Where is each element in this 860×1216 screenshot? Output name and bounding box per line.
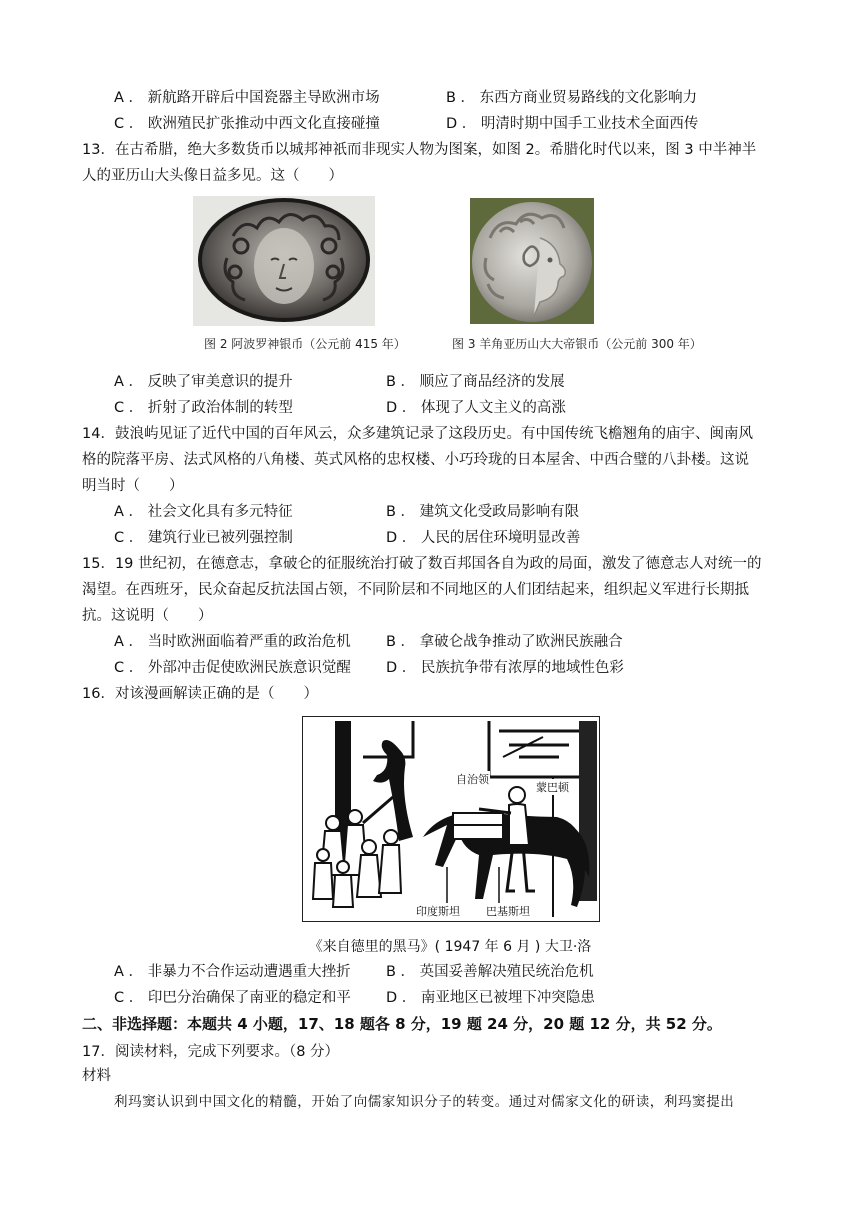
- q12-option-a: A ． 新航路开辟后中国瓷器主导欧洲市场: [114, 90, 380, 106]
- material-text-line1: 利玛窦认识到中国文化的精髓，开始了向儒家知识分子的转变。通过对儒家文化的研读，利玛窦提出: [114, 1094, 735, 1110]
- q15-stem-line1: 15．19 世纪初，在德意志，拿破仑的征服统治打破了数百邦国各自为政的局面，激发了德意志人对统一的: [82, 556, 762, 572]
- q14-option-b: B ． 建筑文化受政局影响有限: [386, 504, 580, 520]
- section2-heading: 二、非选择题：本题共 4 小题，17、18 题各 8 分，19 题 24 分，20 题 12 分，共 52 分。: [82, 1015, 722, 1033]
- cartoon-label-rider: 蒙巴顿: [536, 781, 569, 794]
- q14-option-d: D ． 人民的居住环境明显改善: [386, 530, 581, 546]
- q15-option-a: A ． 当时欧洲面临着严重的政治危机: [114, 634, 351, 650]
- q13-stem-line1: 13．在古希腊，绝大多数货币以城邦神祇而非现实人物为图案，如图 2。希腊化时代以来，图 3 中半神半: [82, 142, 757, 158]
- alexander-coin-image: [470, 198, 594, 324]
- q12-option-c: C ． 欧洲殖民扩张推动中西文化直接碰撞: [114, 116, 380, 132]
- q15-option-c: C ． 外部冲击促使欧洲民族意识觉醒: [114, 660, 351, 676]
- cartoon-label-india: 印度斯坦: [416, 905, 460, 918]
- q14-option-c: C ． 建筑行业已被列强控制: [114, 530, 293, 546]
- q12-option-b: B ． 东西方商业贸易路线的文化影响力: [446, 90, 698, 106]
- q15-stem-line2: 渴望。在西班牙，民众奋起反抗法国占领，不同阶层和不同地区的人们团结起来，组织起义军进行长期抵: [82, 582, 749, 598]
- q16-stem: 16．对该漫画解读正确的是（ ）: [82, 686, 318, 702]
- q14-stem-line2: 格的院落平房、法式风格的八角楼、英式风格的忠权楼、小巧玲珑的日本屋舍、中西合璧的八卦楼。这说: [82, 452, 749, 468]
- q15-option-b: B ． 拿破仑战争推动了欧洲民族融合: [386, 634, 623, 650]
- q13-option-a: A ． 反映了审美意识的提升: [114, 374, 293, 390]
- q15-option-d: D ． 民族抗争带有浓厚的地域性色彩: [386, 660, 624, 676]
- q16-option-a: A ． 非暴力不合作运动遭遇重大挫折: [114, 964, 351, 980]
- q15-stem-line3: 抗。这说明（ ）: [82, 608, 213, 624]
- fig3-caption: 图 3 羊角亚历山大大帝银币（公元前 300 年）: [452, 337, 702, 351]
- q12-option-d: D ． 明清时期中国手工业技术全面西传: [446, 116, 699, 132]
- cartoon-label-pakistan: 巴基斯坦: [486, 905, 530, 918]
- material-label: 材料: [82, 1068, 111, 1084]
- q13-option-c: C ． 折射了政治体制的转型: [114, 400, 293, 416]
- q14-stem-line3: 明当时（ ）: [82, 478, 184, 494]
- q16-option-d: D ． 南亚地区已被埋下冲突隐患: [386, 990, 595, 1006]
- q17-stem: 17．阅读材料，完成下列要求。（8 分）: [82, 1044, 340, 1060]
- q13-option-b: B ． 顺应了商品经济的发展: [386, 374, 565, 390]
- black-horse-cartoon: [302, 716, 600, 922]
- q16-option-c: C ． 印巴分治确保了南亚的稳定和平: [114, 990, 351, 1006]
- cartoon-caption: 《来自德里的黑马》( 1947 年 6 月 ) 大卫·洛: [308, 939, 592, 955]
- q14-stem-line1: 14．鼓浪屿见证了近代中国的百年风云，众多建筑记录了这段历史。有中国传统飞檐翘角的庙宇、闽南风: [82, 426, 753, 442]
- apollo-coin-image: [193, 196, 375, 326]
- q13-option-d: D ． 体现了人文主义的高涨: [386, 400, 566, 416]
- cartoon-label-saddle: 自治领: [456, 773, 489, 786]
- q13-stem-line2: 人的亚历山大头像日益多见。这（ ）: [82, 168, 343, 184]
- q16-option-b: B ． 英国妥善解决殖民统治危机: [386, 964, 594, 980]
- fig2-caption: 图 2 阿波罗神银币（公元前 415 年）: [204, 337, 406, 351]
- q14-option-a: A ． 社会文化具有多元特征: [114, 504, 293, 520]
